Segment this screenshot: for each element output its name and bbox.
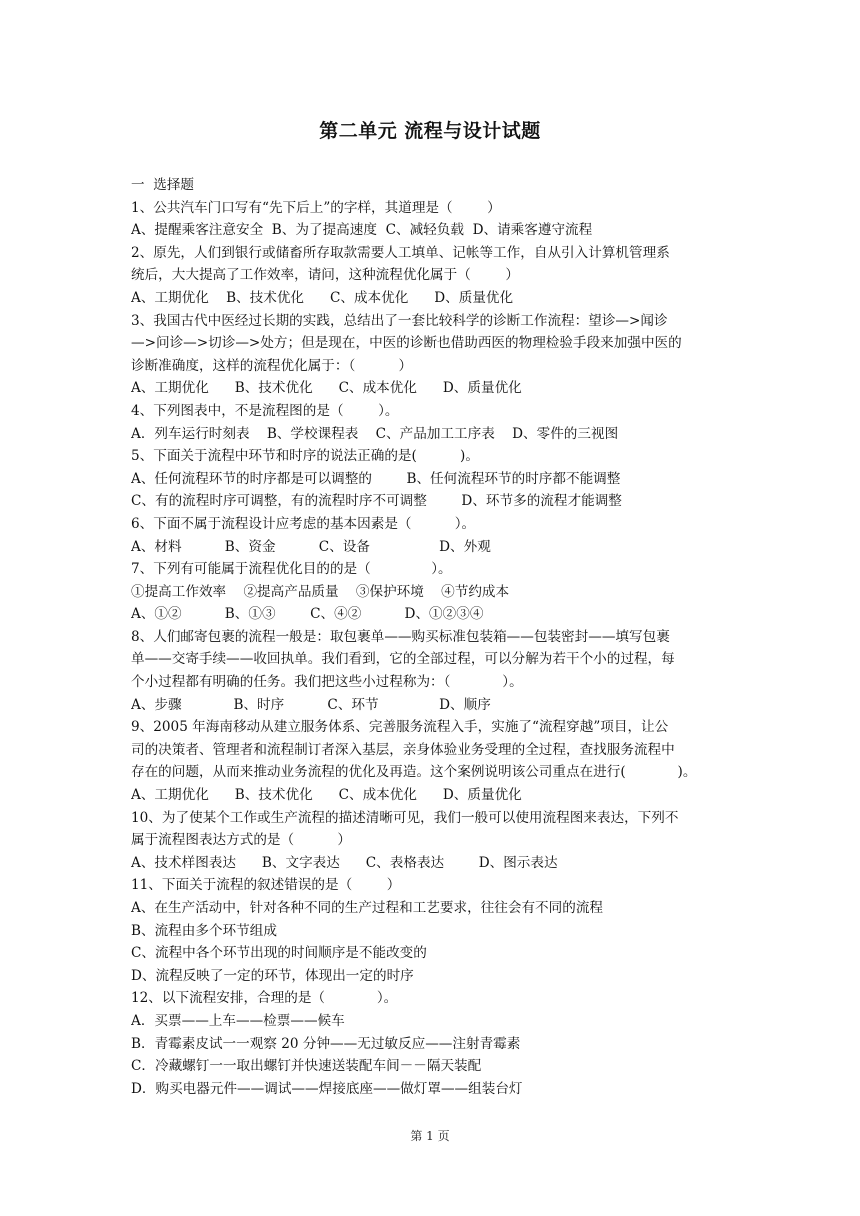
text-line: 个小过程都有明确的任务。我们把这些小过程称为：（ ）。 (131, 674, 523, 691)
text-line: A、任何流程环节的时序都是可以调整的 B、任何流程环节的时序都不能调整 (131, 470, 621, 487)
text-line: A、工期优化 B、技术优化 C、成本优化 D、质量优化 (131, 380, 522, 397)
text-line: A．列车运行时刻表 B、学校课程表 C、产品加工工序表 D、零件的三视图 (131, 425, 619, 442)
text-line: ①提高工作效率 ②提高产品质量 ③保护环境 ④节约成本 (131, 583, 510, 600)
text-line: 统后，大大提高了工作效率，请问，这种流程优化属于（ ） (131, 267, 520, 284)
text-line: 8、人们邮寄包裹的流程一般是：取包裹单——购买标准包装箱——包装密封——填写包裹 (131, 628, 670, 645)
text-line: A、在生产活动中，针对各种不同的生产过程和工艺要求，往往会有不同的流程 (131, 900, 604, 916)
text-line: 单——交寄手续——收回执单。我们看到，它的全部过程，可以分解为若干个小的过程，每 (131, 651, 675, 668)
text-line: A、①② B、①③ C、④② D、①②③④ (131, 606, 484, 623)
text-line: D．购买电器元件——调试——焊接底座——做灯罩——组装台灯 (131, 1080, 523, 1097)
section-heading: 一 选择题 (131, 177, 195, 193)
text-line: —>问诊—>切诊—>处方；但是现在，中医的诊断也借助西医的物理检验手段来加强中医的 (131, 335, 682, 352)
text-line: B．青霉素皮试一一观察 20 分钟——无过敏反应——注射青霉素 (131, 1035, 521, 1052)
text-line: 诊断准确度，这样的流程优化属于：（ ） (131, 357, 413, 374)
text-line: 3、我国古代中医经过长期的实践，总结出了一套比较科学的诊断工作流程：望诊—>闻诊 (131, 312, 668, 329)
text-line: 12、以下流程安排，合理的是（ ）。 (131, 990, 398, 1007)
text-line: 1、公共汽车门口写有“先下后上”的字样，其道理是（ ） (131, 199, 501, 216)
text-line: A、提醒乘客注意安全 B、为了提高速度 C、减轻负载 D、请乘客遵守流程 (131, 222, 593, 239)
text-line: B、流程由多个环节组成 (131, 922, 277, 939)
page-title: 第二单元 流程与设计试题 (319, 120, 541, 142)
text-line: 10、为了使某个工作或生产流程的描述清晰可见，我们一般可以使用流程图来表达，下列不 (131, 809, 679, 826)
text-line: 6、下面不属于流程设计应考虑的基本因素是（ ）。 (131, 515, 476, 532)
text-line: C．冷藏螺钉一一取出螺钉并快速送装配车间－－隔天装配 (131, 1058, 482, 1075)
text-line: D、流程反映了一定的环节，体现出一定的时序 (131, 967, 414, 984)
text-line: A、步骤 B、时序 C、环节 D、顺序 (131, 696, 491, 713)
text-line: 2、原先，人们到银行或储畜所存取款需要人工填单、记帐等工作，自从引入计算机管理系 (131, 244, 670, 261)
text-line: 存在的问题，从而来推动业务流程的优化及再造。这个案例说明该公司重点在进行( )。 (131, 764, 697, 781)
text-line: 7、下列有可能属于流程优化目的的是（ ）。 (131, 561, 452, 578)
page-number: 第 1 页 (410, 1129, 450, 1143)
text-line: A、材料 B、资金 C、设备 D、外观 (131, 538, 491, 555)
text-line: 5、下面关于流程中环节和时序的说法正确的是( )。 (131, 448, 479, 465)
text-line: 9、2005 年海南移动从建立服务体系、完善服务流程入手，实施了“流程穿越”项目，让公 (131, 719, 669, 736)
text-line: A、工期优化 B、技术优化 C、成本优化 D、质量优化 (131, 289, 514, 306)
text-line: 11、下面关于流程的叙述错误的是（ ） (131, 877, 401, 894)
text-line: A、工期优化 B、技术优化 C、成本优化 D、质量优化 (131, 787, 522, 804)
text-line: A．买票——上车——检票——候车 (131, 1012, 345, 1029)
text-line: 属于流程图表达方式的是（ ） (131, 832, 351, 849)
text-line: 4、下列图表中，不是流程图的是（ ）。 (131, 402, 399, 419)
text-line: A、技术样图表达 B、文字表达 C、表格表达 D、图示表达 (131, 854, 558, 871)
text-line: C、有的流程时序可调整，有的流程时序不可调整 D、环节多的流程才能调整 (131, 493, 622, 510)
text-line: 司的决策者、管理者和流程制订者深入基层，亲身体验业务受理的全过程，查找服务流程中 (131, 741, 675, 758)
text-line: C、流程中各个环节出现的时间顺序是不能改变的 (131, 945, 427, 962)
question-content (131, 174, 731, 1100)
